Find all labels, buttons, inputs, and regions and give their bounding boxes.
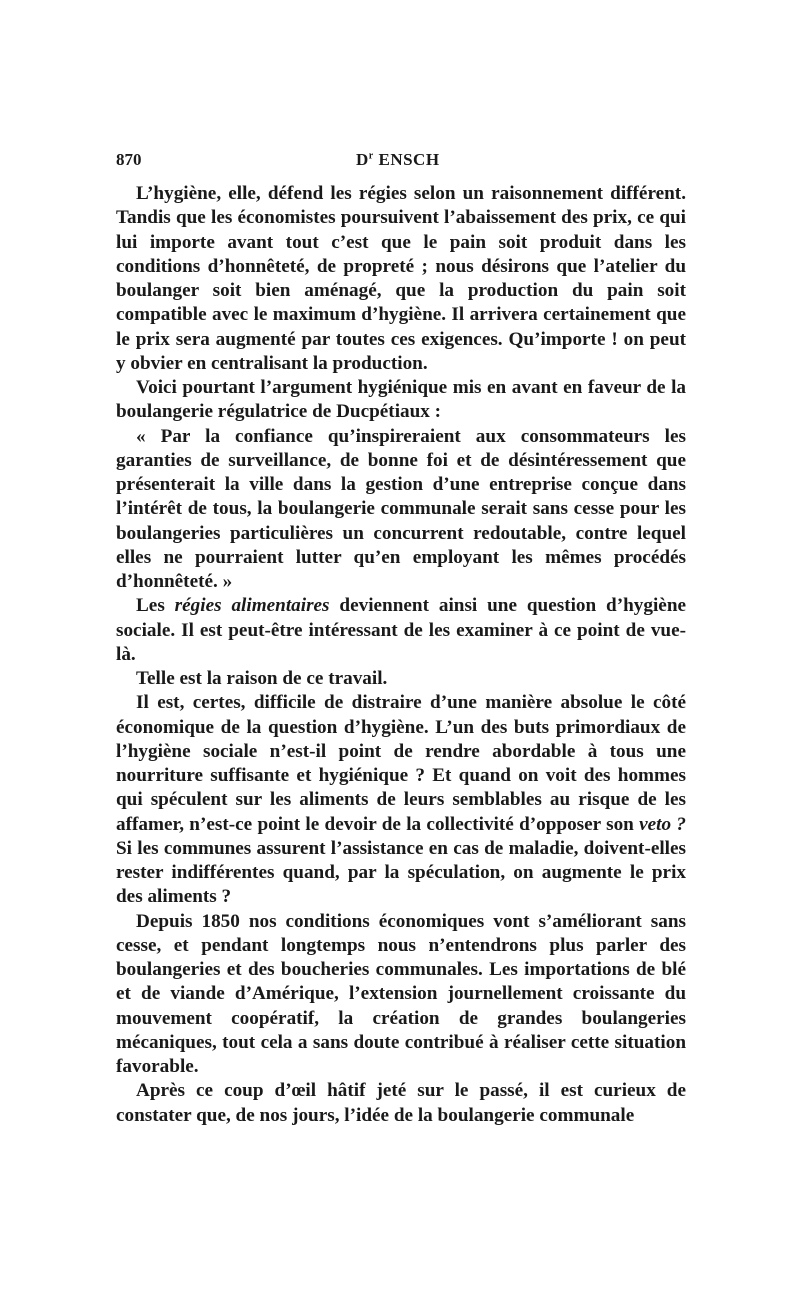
paragraph-8: Après ce coup d’œil hâtif jeté sur le passé, il est curieux de constater que, de nos jours, l’idée de la boulangerie communale [116,1080,686,1126]
page-number: 870 [116,150,142,169]
paragraph-4-start: Les [136,595,165,617]
body-text [116,182,686,1128]
paragraph-2: Voici pourtant l’argument hygiénique mis en avant en faveur de la boulangerie régulatrice de Ducpétiaux : [116,377,686,423]
author-name: ENSCH [378,150,440,169]
paragraph-4-end: deviennent ainsi une question d’hygiène sociale. Il est peut-être intéressant de les examiner à ce point de vue-là. [116,595,687,665]
paragraph-6-italic: veto ? [639,813,686,835]
paragraph-4 [116,594,686,667]
paragraph-6 [116,691,686,909]
page-header [116,150,686,174]
paragraph-7: Depuis 1850 nos conditions économiques vont s’améliorant sans cesse, et pendant longtemps nous n’entendrons plus parler des boulangeries et des boucheries communales. Les importations de blé et de viande d’Amérique, l’extension journellement croissante du mouvement coopératif, la création de grandes boulangeries mécaniques, tout cela a sans doute contribué à réaliser cette situation favorable. [116,910,686,1077]
paragraph-5: Telle est la raison de ce travail. [136,668,388,689]
paragraph-3-quotation: « Par la confiance qu’inspireraient aux consommateurs les garanties de surveillance, de bonne foi et de désintéressement que présenterait la ville dans la gestion d’une entreprise conçue dans l’intérêt de tous, la boulangerie communale serait sans cesse pour les boulangeries particulières un concurrent redoutable, contre lequel elles ne pourraient lutter qu’en employant les mêmes procédés d’honnêteté. » [116,425,686,592]
running-head [356,150,440,170]
paragraph-6-end: Si les communes assurent l’assistance en cas de maladie, doivent-elles rester indifférentes quand, par la spéculation, on augmente le prix des aliments ? [116,837,686,908]
author-suffix: r [368,150,374,162]
paragraph-6-start: Il est, certes, difficile de distraire d’une manière absolue le côté économique de la question d’hygiène. L’un des buts primordiaux de l’hygiène sociale n’est-il point de rendre abordable à tous une nourriture suffisante et hygiénique ? Et quand on voit des hommes qui spéculent sur les aliments de leurs semblables au risque de les affamer, n’est-ce point le devoir de la collectivité d’opposer son [116,692,686,835]
paragraph-1: L’hygiène, elle, défend les régies selon un raisonnement différent. Tandis que les économistes poursuivent l’abaissement des prix, ce qui lui importe avant tout c’est que le pain soit produit dans les conditions d’honnêteté, de propreté ; nous désirons que l’atelier du boulanger soit bien aménagé, que la production du pain soit compatible avec le maximum d’hygiène. Il arrivera certainement que le prix sera augmenté par toutes ces exigences. Qu’importe ! on peut y obvier en centralisant la production. [116,183,686,374]
paragraph-4-italic: régies alimentaires [174,595,330,617]
author-prefix: D [356,150,369,169]
